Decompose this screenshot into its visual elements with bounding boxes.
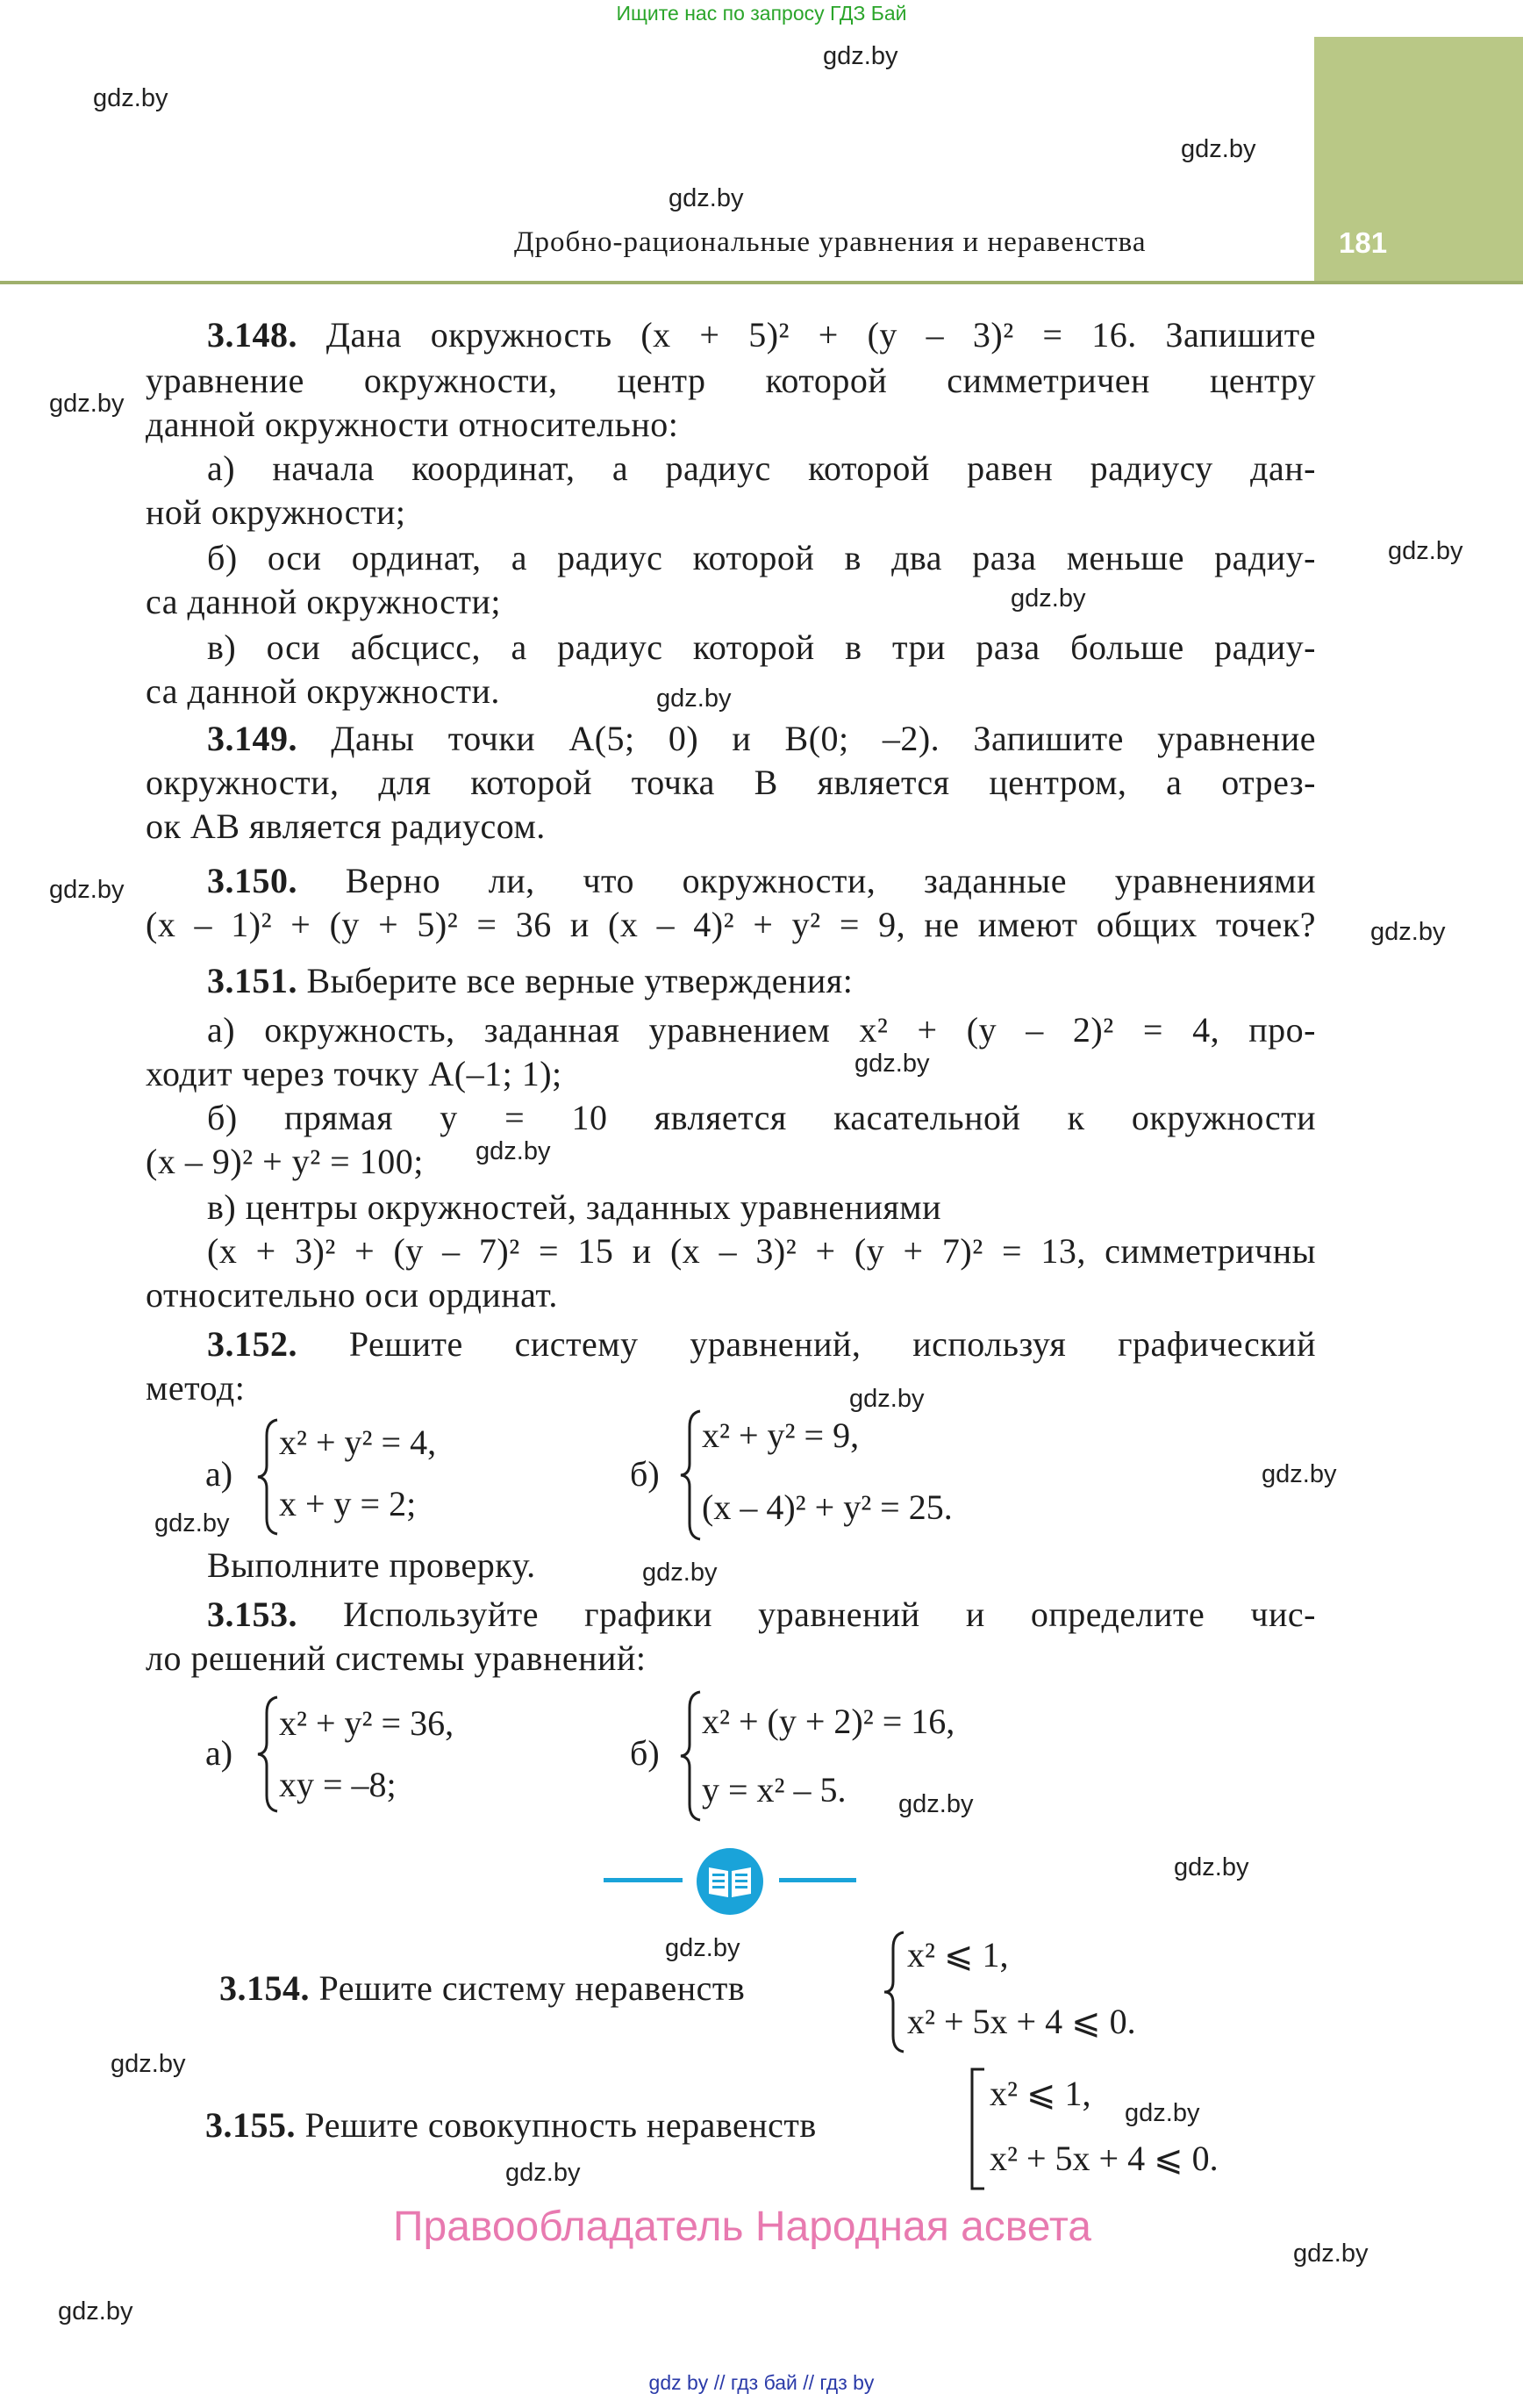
watermark: gdz.by (854, 1050, 930, 1078)
problem-3-151-line-1: 3.151. Выберите все верные утверждения: (207, 961, 854, 1000)
problem-3-154-text: 3.154. Решите систему неравенств (219, 1968, 746, 2008)
problem-3-152-b-eq-1: x² + y² = 9, (702, 1415, 860, 1455)
problem-3-153-line-1: 3.153. Используйте графики уравнений и определите чис- (207, 1595, 1317, 1634)
brace-icon (677, 1690, 704, 1822)
watermark: gdz.by (154, 1509, 230, 1537)
watermark: gdz.by (1174, 1853, 1249, 1881)
watermark: gdz.by (669, 184, 744, 212)
page-number: 181 (1339, 226, 1388, 259)
problem-3-154-eq-2: x² + 5x + 4 ⩽ 0. (907, 2002, 1136, 2041)
watermark: gdz.by (849, 1385, 925, 1413)
problem-3-150-line-2: (x – 1)² + (y + 5)² = 36 и (x – 4)² + y² = 9, не имеют общих точек? (146, 905, 1316, 944)
brace-icon (881, 1931, 907, 2053)
problem-3-152-a-eq-2: x + y = 2; (279, 1484, 417, 1523)
problem-3-151-b-line-2: (x – 9)² + y² = 100; (146, 1142, 424, 1181)
problem-3-148-line-2: уравнение окружности, центр которой симметричен центру (146, 361, 1316, 400)
problem-3-152-a-label: а) (205, 1454, 233, 1494)
watermark: gdz.by (1011, 584, 1086, 613)
watermark: gdz.by (1388, 537, 1463, 565)
problem-3-153-b-label: б) (630, 1733, 660, 1773)
top-note: Ищите нас по запросу ГДЗ Бай (616, 2, 907, 25)
problem-3-153-a-eq-2: xy = –8; (279, 1765, 397, 1804)
problem-3-148-c-line-1: в) оси абсцисс, а радиус которой в три раза больше радиу- (207, 627, 1316, 667)
watermark: gdz.by (1293, 2240, 1369, 2268)
watermark: gdz.by (1370, 918, 1446, 946)
problem-3-152-line-1: 3.152. Решите систему уравнений, используя графический (207, 1324, 1316, 1364)
problem-3-152-line-2: метод: (146, 1368, 246, 1408)
problem-3-153-b-eq-2: y = x² – 5. (702, 1770, 847, 1810)
brace-icon (254, 1418, 281, 1536)
footer-links[interactable]: gdz by // гдз бай // гдз by (648, 2371, 875, 2394)
problem-3-153-a-eq-1: x² + y² = 36, (279, 1703, 454, 1743)
problem-3-153-a-label: а) (205, 1733, 233, 1773)
problem-3-155-eq-1: x² ⩽ 1, (990, 2074, 1091, 2113)
divider-line-left (604, 1878, 683, 1882)
problem-3-148-a-line-2: ной окружности; (146, 492, 406, 532)
watermark: gdz.by (642, 1559, 718, 1587)
watermark: gdz.by (49, 876, 125, 904)
brace-icon (677, 1409, 704, 1541)
problem-3-154-eq-1: x² ⩽ 1, (907, 1935, 1009, 1974)
watermark: gdz.by (1262, 1460, 1337, 1488)
watermark: gdz.by (93, 84, 168, 112)
problem-3-150-line-1: 3.150. Верно ли, что окружности, заданные уравнениями (207, 861, 1317, 900)
problem-3-151-c-line-1: в) центры окружностей, заданных уравнениями (207, 1187, 942, 1227)
problem-3-149-line-3: ок AB является радиусом. (146, 806, 546, 846)
watermark: gdz.by (656, 684, 732, 713)
open-book-icon (695, 1846, 765, 1917)
problem-3-148-line-3: данной окружности относительно: (146, 405, 679, 444)
problem-3-153-b-eq-1: x² + (y + 2)² = 16, (702, 1702, 955, 1741)
bracket-icon (967, 2068, 988, 2190)
problem-3-151-b-line-1: б) прямая y = 10 является касательной к окружности (207, 1098, 1316, 1137)
problem-3-148-b-line-1: б) оси ординат, а радиус которой в два раза меньше радиу- (207, 538, 1316, 577)
watermark: gdz.by (49, 390, 125, 418)
divider-line-right (779, 1878, 856, 1882)
header-rule (0, 281, 1523, 284)
running-head: Дробно-рациональные уравнения и неравенства (514, 226, 1147, 258)
problem-3-151-c-line-3: относительно оси ординат. (146, 1275, 558, 1315)
problem-3-149-line-1: 3.149. Даны точки A(5; 0) и B(0; –2). Запишите уравнение (207, 719, 1317, 758)
watermark: gdz.by (665, 1934, 740, 1962)
problem-3-151-c-line-2: (x + 3)² + (y – 7)² = 15 и (x – 3)² + (y + 7)² = 13, симметричны (207, 1231, 1316, 1271)
problem-3-148-b-line-2: са данной окружности; (146, 582, 501, 621)
watermark: gdz.by (823, 42, 898, 70)
brace-icon (254, 1695, 281, 1813)
watermark: gdz.by (505, 2159, 581, 2187)
problem-3-152-check: Выполните проверку. (207, 1545, 536, 1585)
problem-3-152-b-label: б) (630, 1454, 660, 1494)
watermark: gdz.by (1181, 135, 1256, 163)
copyright-notice: Правообладатель Народная асвета (393, 2204, 1091, 2250)
watermark: gdz.by (475, 1137, 551, 1165)
problem-3-151-a-line-2: ходит через точку A(–1; 1); (146, 1054, 562, 1093)
problem-3-155-text: 3.155. Решите совокупность неравенств (205, 2105, 817, 2145)
watermark: gdz.by (111, 2050, 186, 2078)
problem-3-148-line-1: 3.148. Дана окружность (x + 5)² + (y – 3)² = 16. Запишите (207, 315, 1317, 355)
problem-3-148-a-line-1: а) начала координат, а радиус которой равен радиусу дан- (207, 448, 1316, 488)
watermark: gdz.by (58, 2297, 133, 2326)
problem-3-155-eq-2: x² + 5x + 4 ⩽ 0. (990, 2139, 1219, 2178)
problem-3-152-b-eq-2: (x – 4)² + y² = 25. (702, 1487, 953, 1527)
problem-3-151-a-line-1: а) окружность, заданная уравнением x² + (y – 2)² = 4, про- (207, 1010, 1316, 1050)
watermark: gdz.by (1125, 2099, 1200, 2127)
problem-3-149-line-2: окружности, для которой точка B является центром, а отрез- (146, 763, 1316, 802)
problem-3-153-line-2: ло решений системы уравнений: (146, 1638, 647, 1678)
problem-3-148-c-line-2: са данной окружности. (146, 671, 500, 711)
watermark: gdz.by (898, 1790, 974, 1818)
problem-3-152-a-eq-1: x² + y² = 4, (279, 1423, 437, 1462)
